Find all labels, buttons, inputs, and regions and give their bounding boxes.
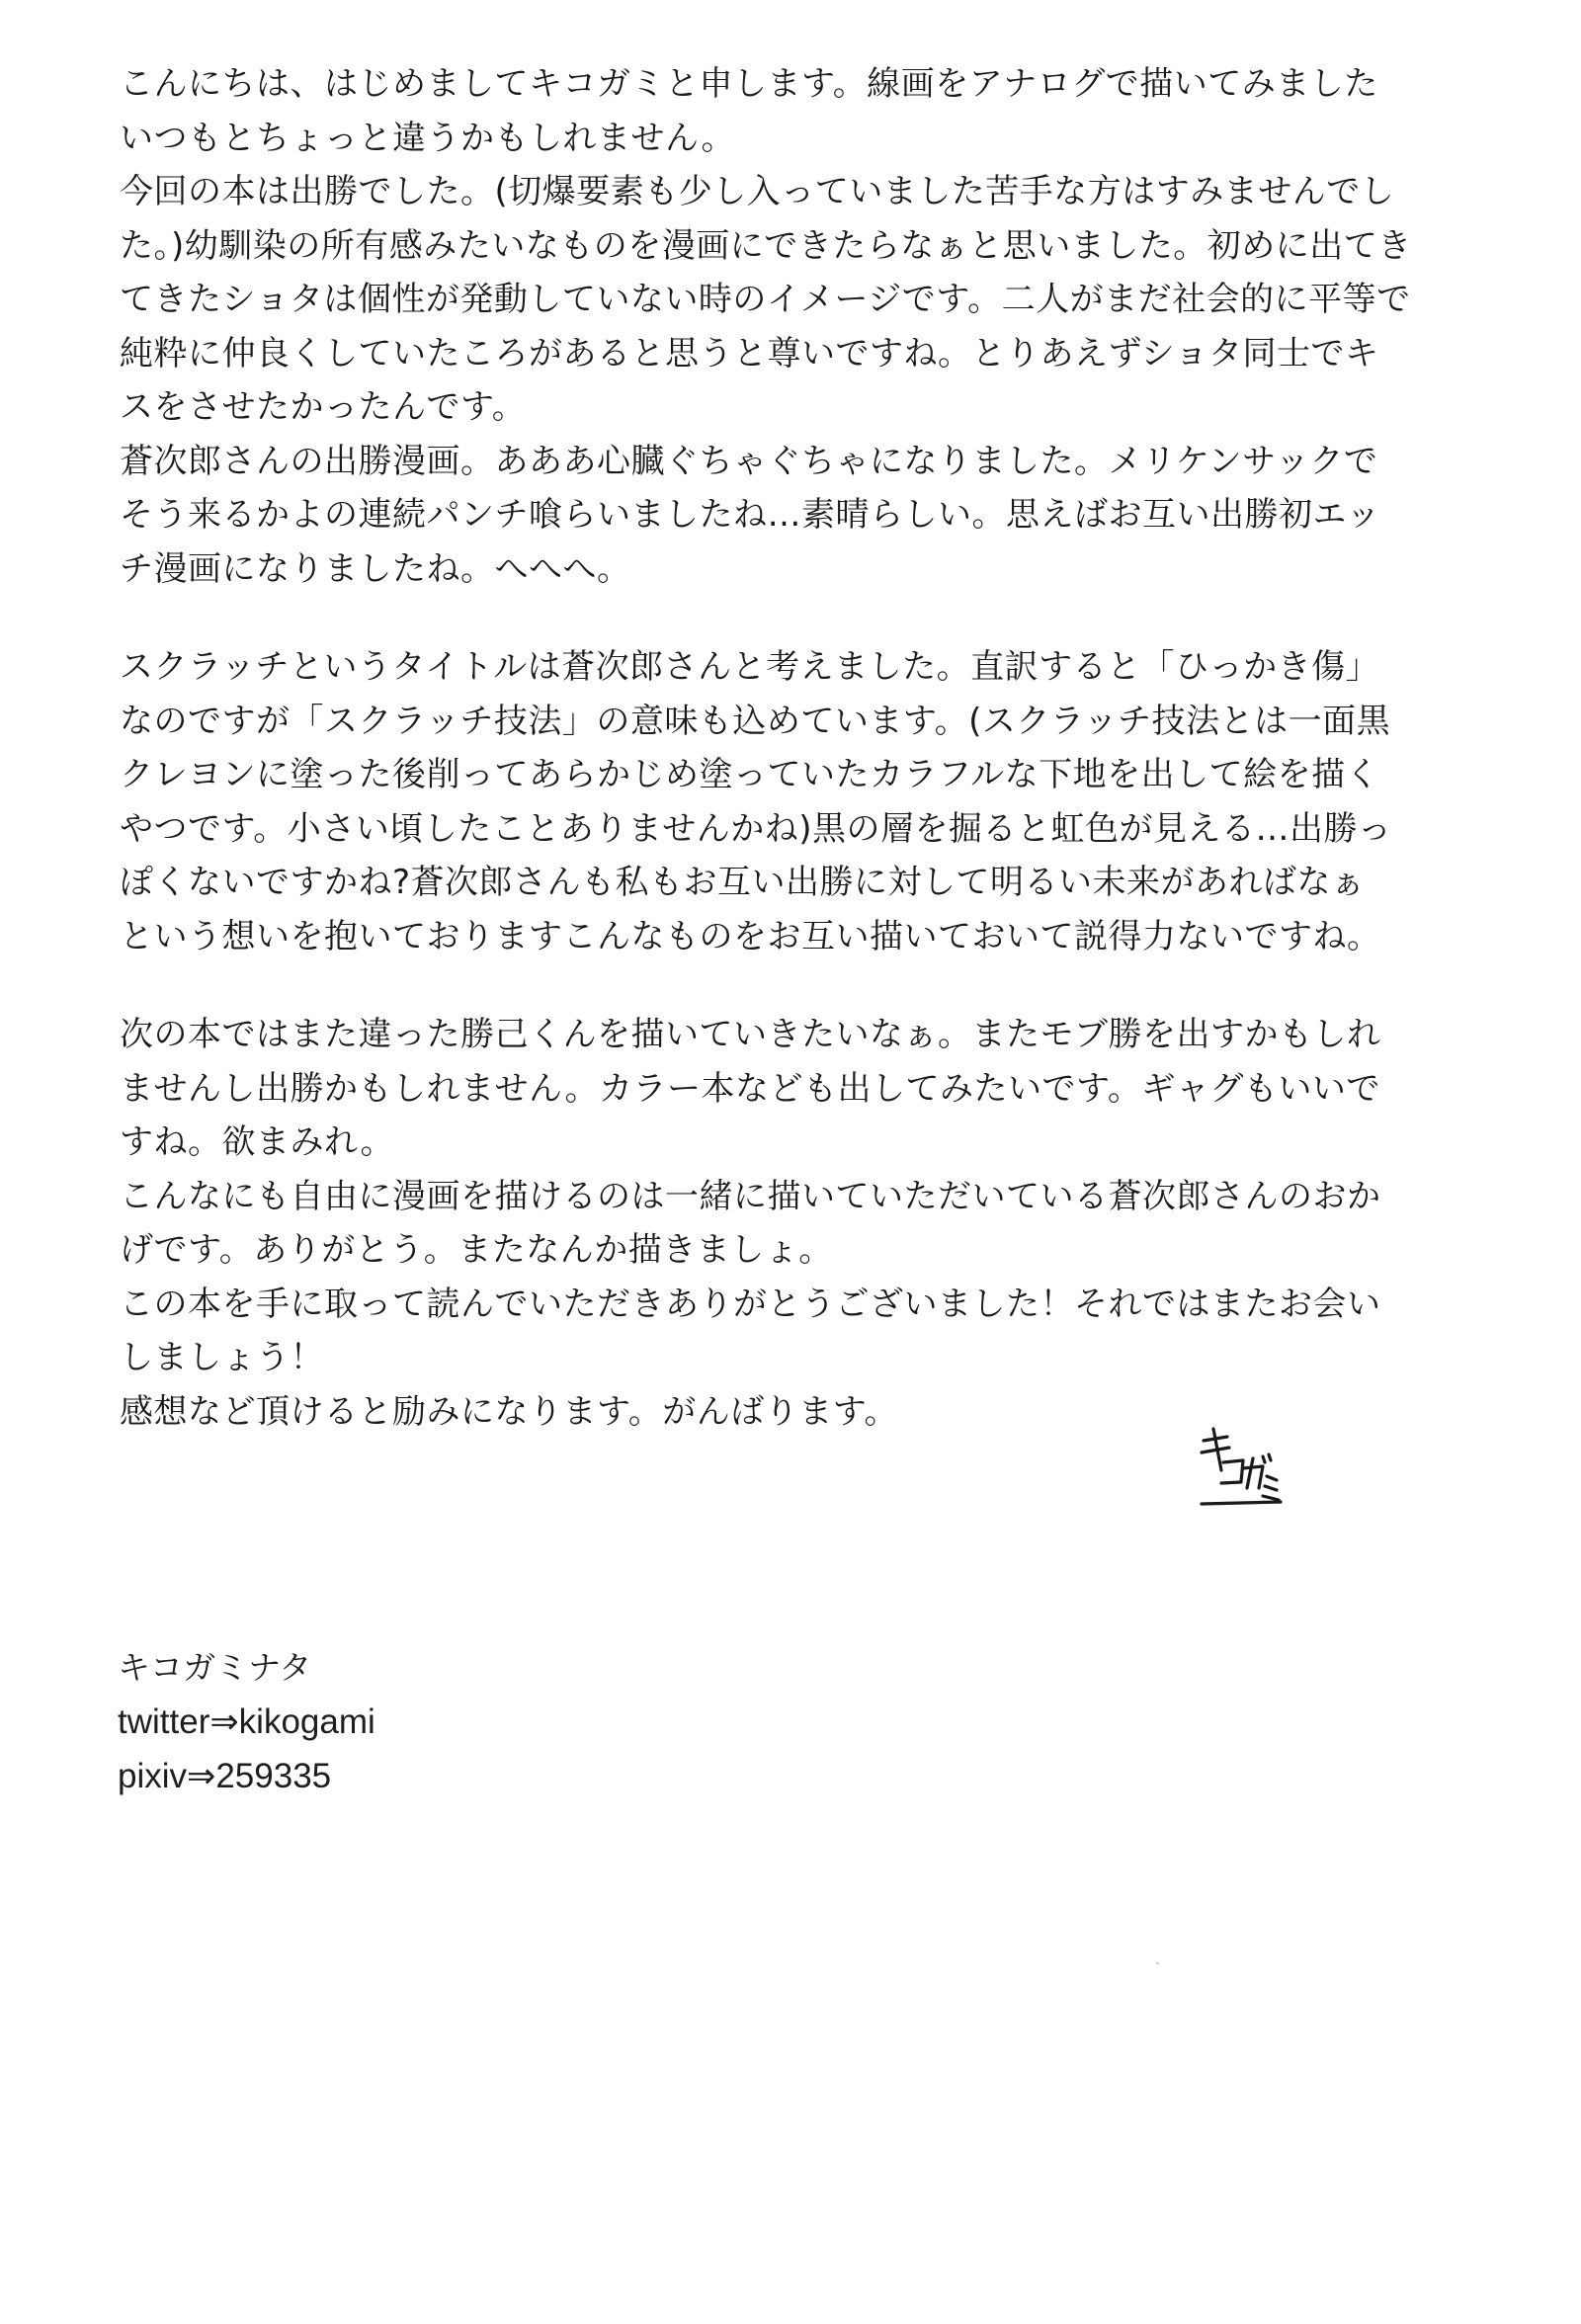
text-line: てきたショタは個性が発動していない時のイメージです。二人がまだ社会的に平等で: [120, 280, 1411, 319]
text-line: 蒼次郎さんの出勝漫画。あああ心臓ぐちゃぐちゃになりました。メリケンサックで: [120, 441, 1378, 481]
text-line: こんにちは、はじめましてキコガミと申します。線画をアナログで描いてみました: [120, 64, 1378, 104]
text-line: そう来るかよの連続パンチ喰らいましたね…素晴らしい。思えばお互い出勝初エッ: [120, 495, 1380, 535]
text-line: クレヨンに塗った後削ってあらかじめ塗っていたカラフルな下地を出して絵を描く: [120, 755, 1380, 794]
paragraph-spacer: [120, 596, 1315, 640]
text-line: チ漫画になりましたね。へへへ。: [120, 548, 631, 589]
text-line: 次の本ではまた違った勝己くんを描いていきたいなぁ。またモブ勝を出すかもしれ: [120, 1015, 1381, 1054]
text-line: いつもとちょっと違うかもしれません。: [120, 118, 736, 158]
afterword-paragraph-2: [120, 640, 1392, 963]
text-line: スをさせたかったんです。: [120, 387, 527, 427]
author-name: キコガミナタ: [118, 1648, 312, 1687]
handwritten-signature: [1198, 1427, 1283, 1508]
author-credits: [118, 1640, 375, 1803]
twitter-handle: twitter⇒kikogami: [118, 1702, 375, 1741]
paragraph-spacer: [120, 963, 1315, 1008]
text-line: という想いを抱いておりますこんなものをお互い描いておいて説得力ないですね。: [120, 916, 1381, 956]
text-line: 感想など頂けると励みになります。がんばります。: [120, 1391, 899, 1432]
text-line: げです。ありがとう。またなんか描きましょ。: [120, 1230, 833, 1270]
text-line: ませんし出勝かもしれません。カラー本なども出してみたいです。ギャグもいいで: [120, 1068, 1380, 1109]
text-line: こんなにも自由に漫画を描けるのは一緒に描いていただいている蒼次郎さんのおか: [120, 1176, 1381, 1216]
text-line: 今回の本は出勝でした。(切爆要素も少し入っていました苦手な方はすみませんでし: [120, 172, 1395, 211]
afterword-text: [120, 57, 1412, 1439]
scan-speck: [1156, 1962, 1159, 1964]
text-line: しましょう！: [120, 1338, 324, 1377]
text-line: すね。欲まみれ。: [120, 1122, 395, 1162]
text-line: ぽくないですかね?蒼次郎さんも私もお互い出勝に対して明るい未来があればなぁ: [120, 863, 1366, 902]
afterword-paragraph-3: [120, 1008, 1381, 1439]
text-line: この本を手に取って読んでいただきありがとうございました！それではまたお会い: [120, 1284, 1381, 1324]
pixiv-id: pixiv⇒259335: [118, 1757, 332, 1795]
text-line: スクラッチというタイトルは蒼次郎さんと考えました。直訳すると「ひっかき傷」: [120, 647, 1380, 687]
text-line: 純粋に仲良くしていたころがあると思うと尊いですね。とりあえずショタ同士でキ: [120, 333, 1379, 374]
text-line: なのですが「スクラッチ技法」の意味も込めています。(スクラッチ技法とは一面黒: [120, 701, 1391, 741]
signature-icon: [1198, 1427, 1283, 1508]
afterword-paragraph-1: [120, 57, 1412, 596]
text-line: た。)幼馴染の所有感みたいなものを漫画にできたらなぁと思いました。初めに出てき: [120, 225, 1412, 266]
text-line: やつです。小さい頃したことありませんかね)黒の層を掘ると虹色が見える…出勝っ: [120, 808, 1392, 849]
